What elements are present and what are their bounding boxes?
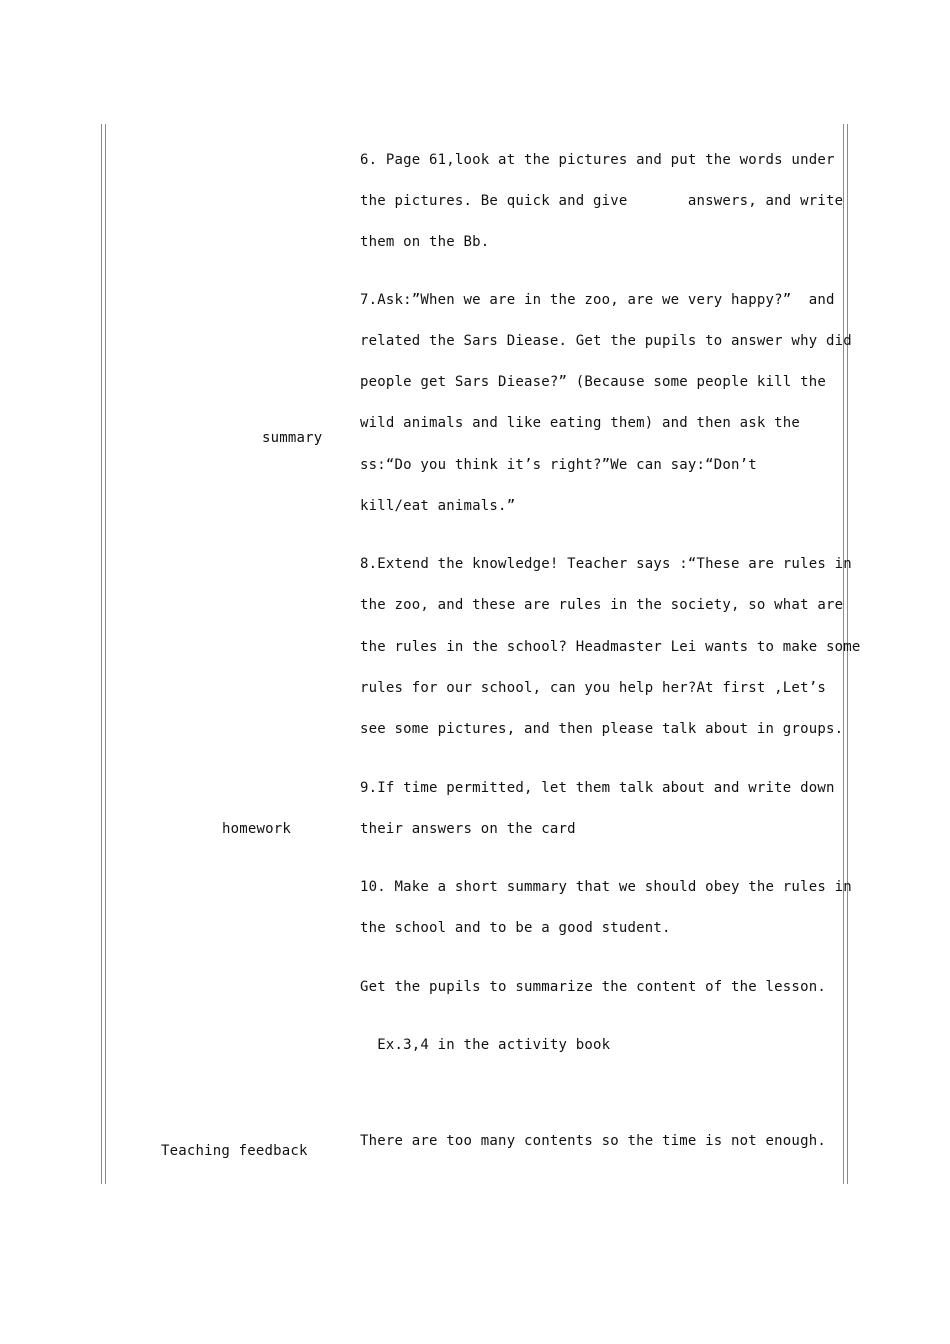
text-line: 10. Make a short summary that we should obey the rules in bbox=[360, 879, 852, 895]
text-line: see some pictures, and then please talk about in groups. bbox=[360, 721, 844, 737]
row-label-summary: summary bbox=[262, 430, 323, 446]
text-line: rules for our school, can you help her?At first ,Let’s bbox=[360, 680, 826, 696]
text-line: Get the pupils to summarize the content of the lesson. bbox=[360, 979, 826, 995]
text-line: 9.If time permitted, let them talk about and write down bbox=[360, 780, 835, 796]
text-line: There are too many contents so the time is not enough. bbox=[360, 1133, 826, 1149]
row-label-homework: homework bbox=[222, 821, 292, 837]
text-line: 7.Ask:”When we are in the zoo, are we very happy?” and bbox=[360, 292, 835, 308]
text-line: people get Sars Diease?” (Because some people kill the bbox=[360, 374, 826, 390]
text-line: 8.Extend the knowledge! Teacher says :“These are rules in bbox=[360, 556, 852, 572]
text-line: 6. Page 61,look at the pictures and put the words under bbox=[360, 152, 835, 168]
text-line: related the Sars Diease. Get the pupils to answer why did bbox=[360, 333, 852, 349]
row-label-teaching-feedback: Teaching feedback bbox=[161, 1143, 308, 1159]
text-line: wild animals and like eating them) and then ask the bbox=[360, 415, 801, 431]
text-line: their answers on the card bbox=[360, 821, 576, 837]
text-line: ss:“Do you think it’s right?”We can say:“Don’t bbox=[360, 457, 757, 473]
text-line: the rules in the school? Headmaster Lei wants to make some bbox=[360, 639, 861, 655]
text-line: the pictures. Be quick and give answers, and write bbox=[360, 193, 844, 209]
text-line: the school and to be a good student. bbox=[360, 920, 671, 936]
text-line: them on the Bb. bbox=[360, 234, 490, 250]
text-line: the zoo, and these are rules in the society, so what are bbox=[360, 597, 844, 613]
text-line: Ex.3,4 in the activity book bbox=[360, 1037, 611, 1053]
text-line: kill/eat animals.” bbox=[360, 498, 516, 514]
table-left-border bbox=[101, 124, 106, 1184]
